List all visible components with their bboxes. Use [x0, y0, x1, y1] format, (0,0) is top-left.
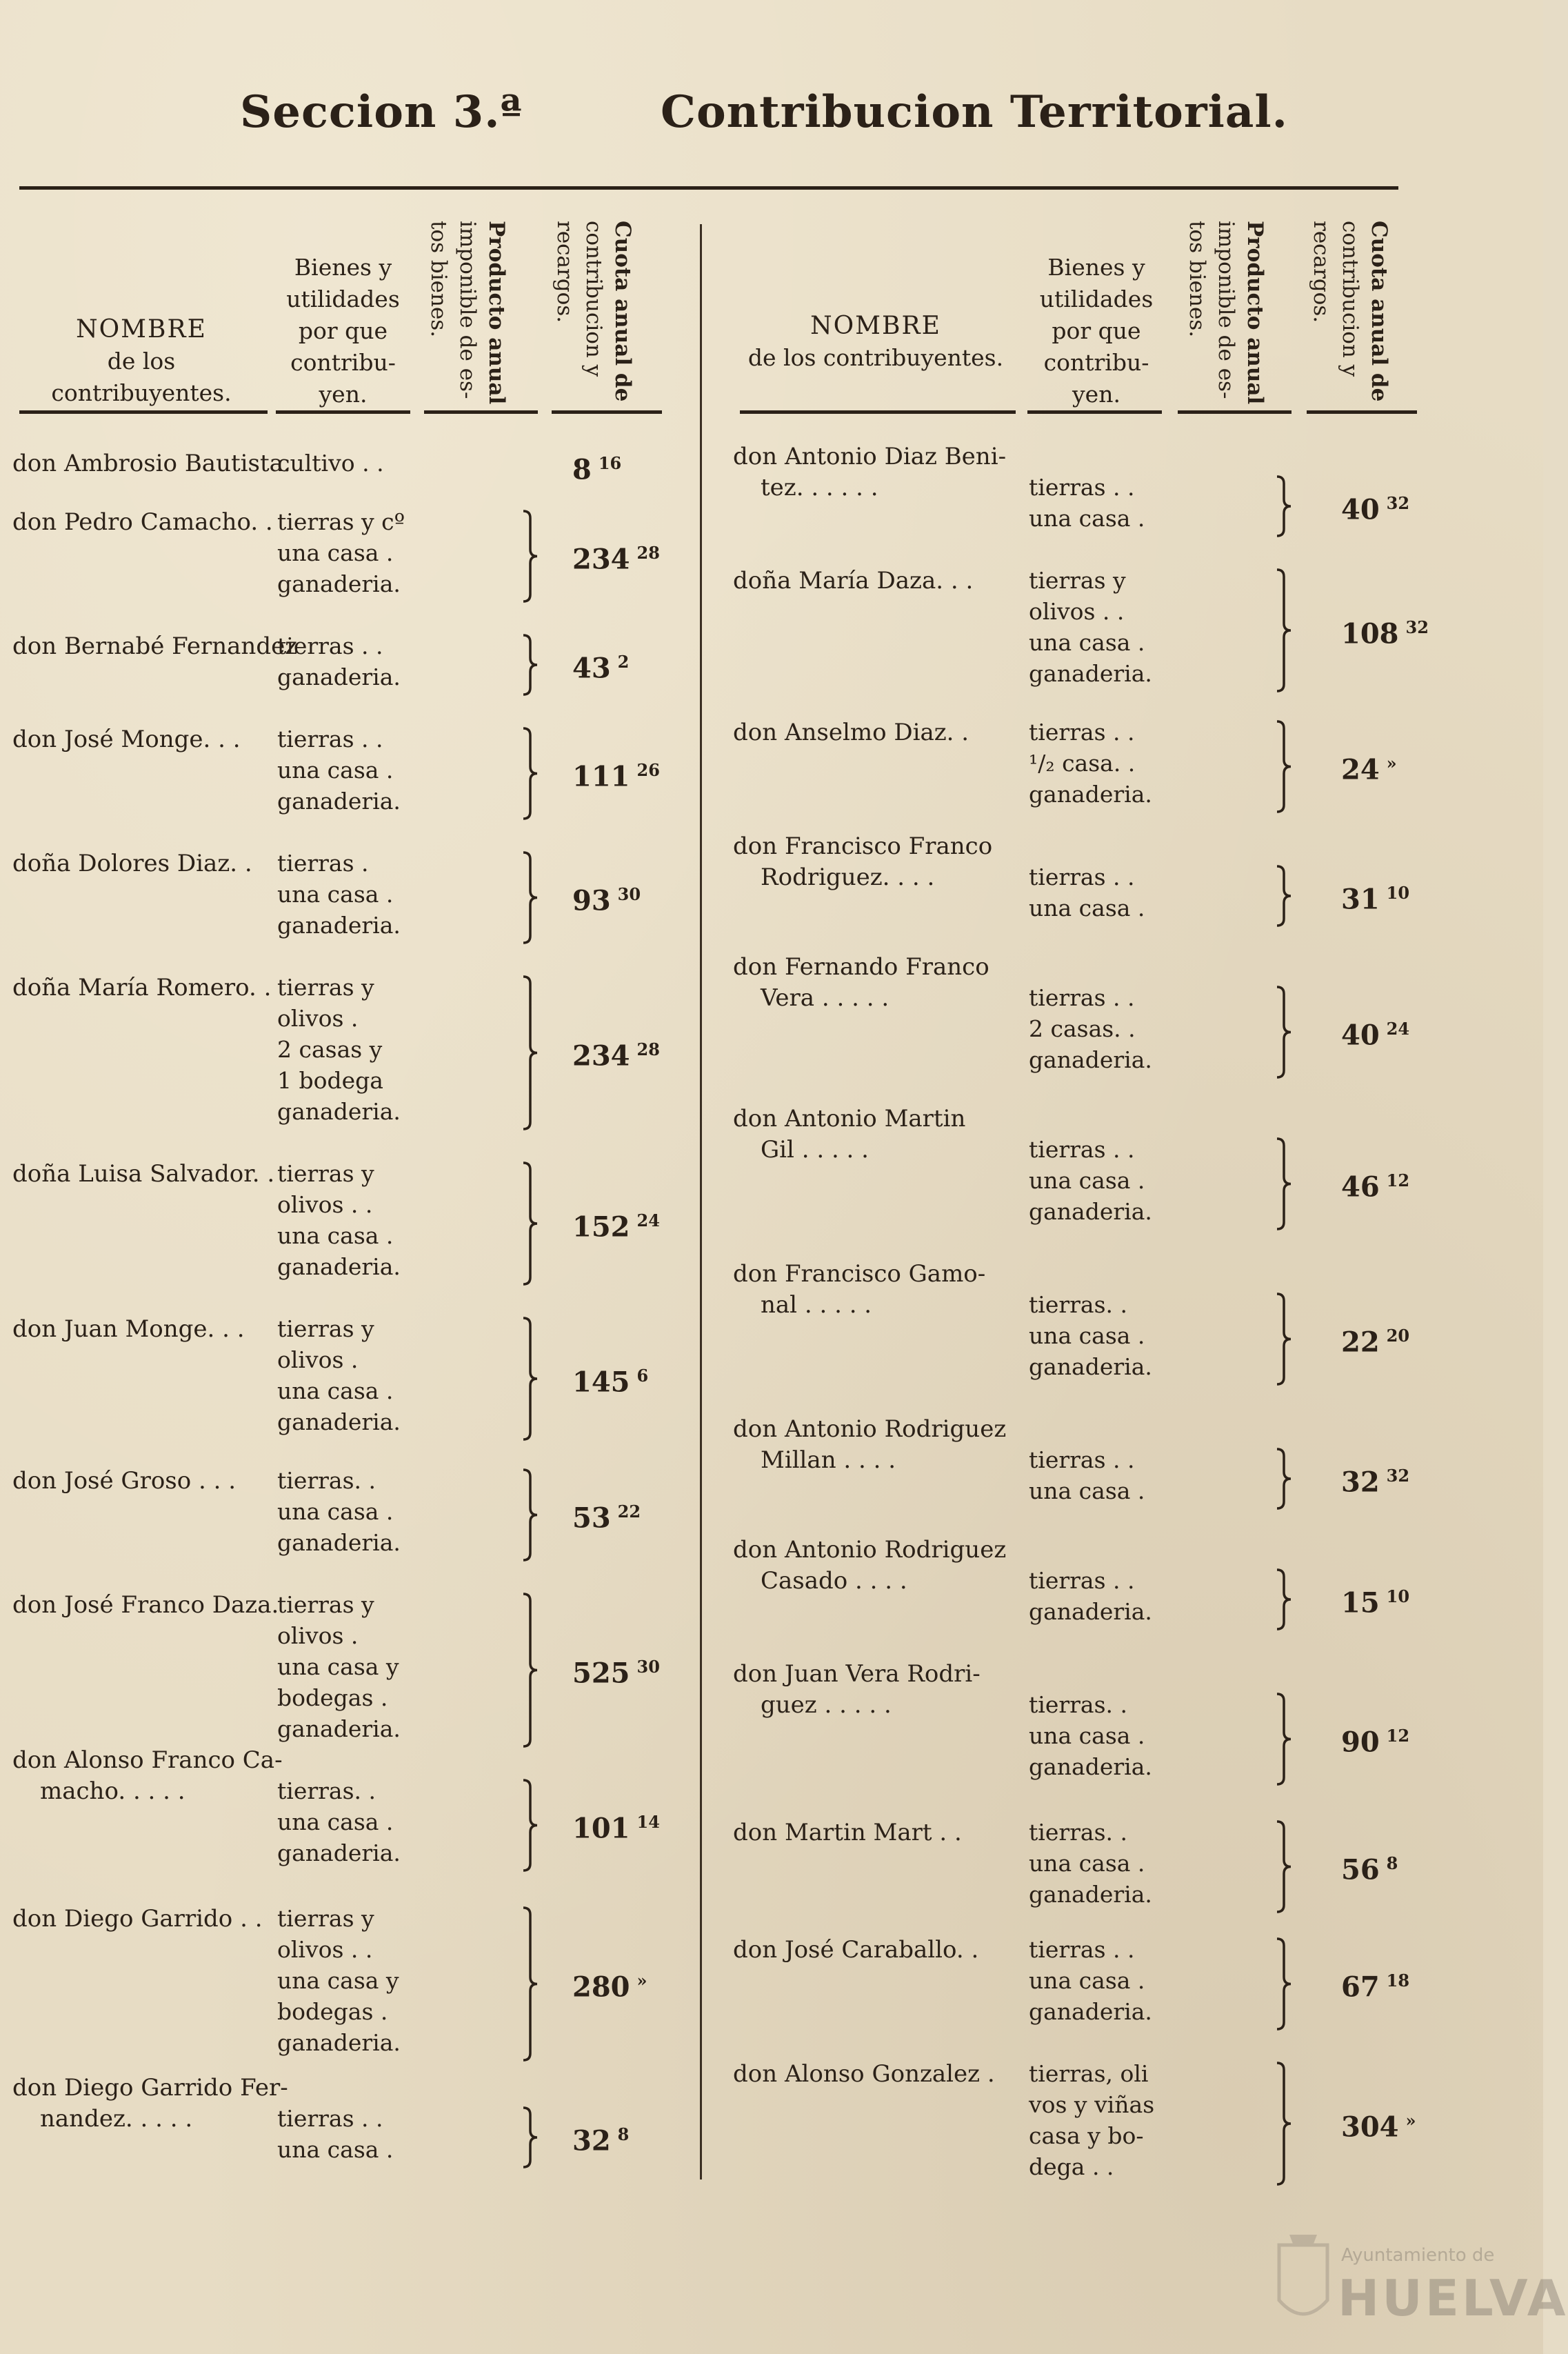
- property-item: ganaderia.: [277, 912, 401, 939]
- quota-fraction: 6: [636, 1365, 649, 1386]
- left-header-rule: [552, 410, 662, 414]
- property-item: tierras y: [1029, 567, 1126, 594]
- producto-header-line: Producto anual: [1243, 221, 1267, 405]
- brace-icon: [521, 2106, 541, 2168]
- quota-fraction: 26: [636, 760, 660, 780]
- property-item: olivos .: [277, 1005, 359, 1032]
- quota-fraction: 18: [1386, 1971, 1410, 1991]
- brace-icon: [1274, 568, 1295, 692]
- property-item: tierras . .: [1029, 1567, 1135, 1594]
- brace-icon: [1274, 1937, 1295, 2031]
- quota-amount: 280: [572, 1971, 630, 2004]
- quota-fraction: 32: [1386, 492, 1410, 513]
- quota-fraction: 8: [1386, 1853, 1398, 1873]
- property-item: 2 casas y: [277, 1036, 383, 1063]
- quota-fraction: 10: [1386, 1586, 1410, 1606]
- contributor-name: don Antonio Rodriguez: [733, 1415, 1007, 1443]
- property-item: ganaderia.: [277, 1408, 401, 1435]
- quota-amount: 152: [572, 1210, 630, 1243]
- property-item: bodegas .: [277, 1684, 388, 1711]
- cuota-header-line: contribucion y: [1338, 221, 1363, 377]
- annual-quota: [572, 1652, 660, 1688]
- brace-icon: [1274, 720, 1295, 813]
- column-divider: [700, 224, 702, 2180]
- quota-amount: 22: [1341, 1326, 1380, 1359]
- quota-amount: 46: [1341, 1170, 1380, 1204]
- property-item: tierras y: [277, 1591, 374, 1618]
- property-item: ganaderia.: [277, 788, 401, 815]
- property-item: ganaderia.: [1029, 1881, 1152, 1908]
- annual-quota: [1341, 488, 1409, 525]
- brace-icon: [1274, 1693, 1295, 1786]
- contributor-name: don Juan Vera Rodri-: [733, 1660, 981, 1688]
- bienes-header-line: utilidades: [286, 286, 400, 312]
- property-item: tierras . .: [277, 632, 383, 659]
- brace-icon: [1274, 1137, 1295, 1230]
- quota-fraction: 24: [636, 1210, 660, 1230]
- property-item: una casa .: [1029, 1167, 1145, 1194]
- contributor-name: don Francisco Franco: [733, 832, 993, 860]
- left-header-rule: [19, 410, 268, 414]
- annual-quota: [1341, 1582, 1409, 1618]
- annual-quota: [1341, 1321, 1409, 1357]
- annual-quota: [1341, 748, 1397, 785]
- contributor-name: don Antonio Diaz Beni-: [733, 443, 1007, 470]
- left-header-rule: [424, 410, 538, 414]
- contributor-name: don José Groso . . .: [12, 1467, 237, 1495]
- huelva-watermark: [1252, 2217, 1568, 2342]
- contributor-name: don Juan Monge. . .: [12, 1315, 245, 1343]
- property-item: tierras .: [277, 850, 369, 877]
- right-header-rule: [740, 410, 1016, 414]
- property-item: ganaderia.: [277, 1529, 401, 1556]
- brace-icon: [1274, 1448, 1295, 1510]
- brace-icon: [1274, 1820, 1295, 1913]
- quota-amount: 234: [572, 543, 630, 576]
- brace-icon: [521, 1779, 541, 1872]
- property-item: olivos .: [277, 1622, 359, 1649]
- cuota-header-line: Cuota anual de: [1367, 221, 1391, 402]
- brace-icon: [1274, 2062, 1295, 2186]
- brace-icon: [521, 510, 541, 603]
- contributor-name: don José Caraballo. .: [733, 1936, 979, 1964]
- left-producto-header: [424, 221, 511, 414]
- quota-fraction: 10: [1386, 882, 1410, 903]
- left-header-rule: [276, 410, 410, 414]
- contributor-name: doña María Romero. .: [12, 974, 272, 1001]
- property-item: tierras y: [277, 1905, 374, 1932]
- property-item: una casa .: [1029, 1967, 1145, 1994]
- property-item: olivos .: [277, 1346, 359, 1373]
- quota-amount: 53: [572, 1502, 611, 1535]
- right-header-rule: [1307, 410, 1417, 414]
- brace-icon: [1274, 865, 1295, 927]
- bienes-header-line: contribu-: [1043, 349, 1149, 376]
- property-item: ganaderia.: [277, 1839, 401, 1866]
- contributor-name: Millan . . . .: [761, 1446, 896, 1474]
- quota-amount: 8: [572, 453, 592, 486]
- property-item: ganaderia.: [1029, 1598, 1152, 1625]
- contributor-name: Gil . . . . .: [761, 1136, 869, 1164]
- contributor-name: don Martin Mart . .: [733, 1819, 962, 1846]
- property-item: casa y bo-: [1029, 2122, 1144, 2149]
- property-item: ganaderia.: [277, 2029, 401, 2056]
- contributor-name: don Fernando Franco: [733, 953, 989, 981]
- contributor-name: don Antonio Martin: [733, 1105, 966, 1133]
- property-item: dega . .: [1029, 2153, 1114, 2180]
- property-item: cultivo . .: [277, 450, 384, 477]
- property-item: tierras y: [277, 1315, 374, 1342]
- annual-quota: [572, 1035, 660, 1071]
- property-item: una casa .: [277, 2136, 394, 2163]
- cuota-header-line: Cuota anual de: [610, 221, 635, 402]
- annual-quota: [1341, 878, 1409, 915]
- quota-fraction: 30: [636, 1657, 660, 1677]
- annual-quota: [572, 2119, 629, 2156]
- brace-icon: [521, 1468, 541, 1562]
- contributor-name: guez . . . . .: [761, 1691, 892, 1719]
- property-item: 2 casas. .: [1029, 1015, 1136, 1042]
- property-item: tierras . .: [1029, 1446, 1135, 1473]
- contributor-name: Rodriguez. . . .: [761, 864, 935, 891]
- property-item: tierras. .: [1029, 1691, 1127, 1718]
- quota-fraction: 24: [1386, 1019, 1410, 1039]
- contributor-name: nandez. . . . .: [40, 2105, 193, 2133]
- page-title: Contribucion Territorial.: [661, 86, 1288, 138]
- annual-quota: [572, 1361, 648, 1397]
- property-item: una casa .: [1029, 505, 1145, 532]
- property-item: una casa .: [277, 1377, 394, 1404]
- quota-fraction: 2: [617, 651, 630, 672]
- quota-amount: 40: [1341, 492, 1380, 526]
- quota-amount: 31: [1341, 882, 1380, 915]
- quota-amount: 93: [572, 884, 611, 917]
- contributor-name: don Bernabé Fernandez: [12, 632, 298, 660]
- property-item: tierras . .: [1029, 1136, 1135, 1163]
- contributor-name: Casado . . . .: [761, 1567, 907, 1595]
- quota-amount: 90: [1341, 1726, 1380, 1759]
- property-item: tierras. .: [1029, 1819, 1127, 1846]
- brace-icon: [521, 634, 541, 696]
- quota-fraction: »: [1405, 2110, 1416, 2131]
- property-item: tierras . .: [1029, 864, 1135, 890]
- property-item: ganaderia.: [1029, 1046, 1152, 1073]
- property-item: una casa .: [277, 1222, 394, 1249]
- property-item: vos y viñas: [1029, 2091, 1155, 2118]
- property-item: ganaderia.: [1029, 1998, 1152, 2025]
- property-item: ganaderia.: [277, 1253, 401, 1280]
- left-cuota-header: [550, 221, 637, 414]
- annual-quota: [1341, 1166, 1409, 1202]
- property-item: una casa .: [1029, 629, 1145, 656]
- annual-quota: [1341, 1461, 1409, 1497]
- producto-header-line: imponible de es-: [455, 221, 480, 399]
- quota-amount: 43: [572, 651, 611, 684]
- quota-amount: 234: [572, 1039, 630, 1073]
- bienes-header-line: por que: [1052, 317, 1141, 344]
- annual-quota: [572, 448, 621, 485]
- producto-header-line: tos bienes.: [426, 221, 451, 338]
- property-item: ganaderia.: [277, 570, 401, 597]
- property-item: tierras. .: [277, 1777, 376, 1804]
- contributor-name: don José Franco Daza.: [12, 1591, 279, 1619]
- annual-quota: [572, 1807, 660, 1844]
- top-rule: [19, 186, 1398, 190]
- contributor-name: doña Luisa Salvador. .: [12, 1160, 275, 1188]
- annual-quota: [1341, 1848, 1398, 1885]
- contributor-name: don Diego Garrido . .: [12, 1905, 263, 1933]
- property-item: olivos . .: [277, 1936, 373, 1963]
- property-item: olivos . .: [1029, 598, 1125, 625]
- contributor-name: don José Monge. . .: [12, 726, 241, 753]
- quota-fraction: 8: [617, 2124, 630, 2144]
- property-item: una casa y: [277, 1967, 399, 1994]
- quota-fraction: 16: [598, 453, 622, 473]
- watermark-big-text: HUELVA: [1338, 2269, 1568, 2327]
- annual-quota: [572, 755, 660, 792]
- right-header-rule: [1027, 410, 1162, 414]
- quota-amount: 15: [1341, 1586, 1380, 1619]
- property-item: tierras y: [277, 974, 374, 1001]
- right-producto-header: [1183, 221, 1269, 414]
- bienes-header-line: yen.: [319, 381, 368, 408]
- contributor-name: doña Dolores Diaz. .: [12, 850, 252, 877]
- cuota-header-line: recargos.: [552, 221, 577, 323]
- quota-amount: 304: [1341, 2110, 1399, 2143]
- contributor-name: macho. . . . .: [40, 1777, 185, 1805]
- producto-header-line: Producto anual: [484, 221, 509, 405]
- name-header-title: NOMBRE: [76, 315, 207, 343]
- quota-amount: 67: [1341, 1971, 1380, 2004]
- contributor-name: tez. . . . . .: [761, 474, 878, 501]
- annual-quota: [1341, 612, 1429, 649]
- name-header-sub: de los contribuyentes.: [51, 348, 232, 406]
- property-item: una casa .: [1029, 1322, 1145, 1349]
- brace-icon: [521, 727, 541, 820]
- property-item: ganaderia.: [277, 664, 401, 690]
- property-item: tierras . .: [1029, 984, 1135, 1011]
- property-item: una casa .: [1029, 895, 1145, 921]
- annual-quota: [572, 1497, 641, 1533]
- annual-quota: [572, 879, 641, 916]
- contributor-name: nal . . . . .: [761, 1291, 872, 1319]
- quota-fraction: »: [636, 1971, 647, 1991]
- property-item: una casa .: [277, 881, 394, 908]
- cuota-header-line: recargos.: [1309, 221, 1334, 323]
- quota-fraction: 12: [1386, 1170, 1410, 1190]
- property-item: una casa .: [277, 757, 394, 784]
- property-item: ganaderia.: [277, 1098, 401, 1125]
- quota-amount: 32: [1341, 1465, 1380, 1498]
- section-heading: Seccion 3.ª: [240, 86, 523, 138]
- contributor-name: don Ambrosio Bautista.: [12, 450, 291, 477]
- quota-amount: 56: [1341, 1853, 1380, 1886]
- right-header-rule: [1178, 410, 1291, 414]
- cuota-header-line: contribucion y: [581, 221, 606, 377]
- contributor-name: don Francisco Gamo-: [733, 1260, 986, 1288]
- property-item: ¹/₂ casa. .: [1029, 750, 1136, 777]
- property-item: tierras y: [277, 1160, 374, 1187]
- contributor-name: don Anselmo Diaz. .: [733, 719, 969, 746]
- property-item: tierras y cº: [277, 508, 405, 535]
- quota-amount: 111: [572, 760, 630, 793]
- annual-quota: [572, 538, 660, 575]
- annual-quota: [1341, 2106, 1416, 2142]
- name-header-sub: de los contribuyentes.: [747, 344, 1004, 371]
- quota-amount: 108: [1341, 617, 1399, 650]
- property-item: una casa .: [277, 1808, 394, 1835]
- property-item: tierras. .: [277, 1467, 376, 1494]
- watermark-small-text: Ayuntamiento de: [1341, 2245, 1495, 2266]
- property-item: una casa y: [277, 1653, 399, 1680]
- annual-quota: [1341, 1014, 1409, 1050]
- property-item: tierras . .: [1029, 1936, 1135, 1963]
- property-item: tierras . .: [277, 2105, 383, 2132]
- right-cuota-header: [1307, 221, 1394, 414]
- right-bienes-header: [1027, 252, 1165, 410]
- property-item: ganaderia.: [1029, 1753, 1152, 1780]
- quota-amount: 145: [572, 1365, 630, 1398]
- brace-icon: [521, 1906, 541, 2062]
- brace-icon: [521, 1161, 541, 1286]
- contributor-name: don Diego Garrido Fer-: [12, 2074, 288, 2102]
- quota-fraction: 28: [636, 543, 660, 563]
- quota-fraction: 22: [617, 1502, 641, 1522]
- quota-fraction: 28: [636, 1039, 660, 1059]
- property-item: ganaderia.: [277, 1715, 401, 1742]
- brace-icon: [1274, 475, 1295, 537]
- brace-icon: [521, 851, 541, 944]
- contributor-name: don Antonio Rodriguez: [733, 1536, 1007, 1564]
- property-item: tierras . .: [277, 726, 383, 752]
- bienes-header-line: por que: [298, 317, 388, 344]
- property-item: ganaderia.: [1029, 660, 1152, 687]
- property-item: una casa .: [1029, 1722, 1145, 1749]
- bienes-header-line: Bienes y: [1047, 254, 1145, 281]
- brace-icon: [521, 1317, 541, 1441]
- annual-quota: [1341, 1721, 1409, 1757]
- bienes-header-line: utilidades: [1039, 286, 1154, 312]
- quota-fraction: 32: [1386, 1465, 1410, 1486]
- property-item: 1 bodega: [277, 1067, 383, 1094]
- property-item: una casa .: [1029, 1477, 1145, 1504]
- property-item: ganaderia.: [1029, 1198, 1152, 1225]
- property-item: ganaderia.: [1029, 1353, 1152, 1380]
- property-item: ganaderia.: [1029, 781, 1152, 808]
- bienes-header-line: contribu-: [290, 349, 396, 376]
- quota-fraction: 20: [1386, 1326, 1410, 1346]
- bienes-header-line: yen.: [1072, 381, 1120, 408]
- quota-fraction: »: [1386, 753, 1397, 773]
- quota-amount: 32: [572, 2124, 611, 2157]
- annual-quota: [572, 1206, 660, 1242]
- property-item: una casa .: [277, 1498, 394, 1525]
- contributor-name: doña María Daza. . .: [733, 567, 974, 595]
- left-bienes-header: [276, 252, 410, 410]
- brace-icon: [1274, 1293, 1295, 1386]
- brace-icon: [1274, 986, 1295, 1079]
- property-item: tierras, oli: [1029, 2060, 1149, 2087]
- left-name-header: [14, 314, 269, 409]
- quota-amount: 40: [1341, 1019, 1380, 1052]
- property-item: olivos . .: [277, 1191, 373, 1218]
- property-item: tierras . .: [1029, 719, 1135, 746]
- producto-header-line: imponible de es-: [1214, 221, 1238, 399]
- producto-header-line: tos bienes.: [1185, 221, 1209, 338]
- quota-fraction: 12: [1386, 1726, 1410, 1746]
- property-item: una casa .: [277, 539, 394, 566]
- annual-quota: [1341, 1966, 1409, 2002]
- quota-amount: 525: [572, 1657, 630, 1690]
- bienes-header-line: Bienes y: [294, 254, 392, 281]
- property-item: bodegas .: [277, 1998, 388, 2025]
- annual-quota: [572, 647, 629, 684]
- brace-icon: [1274, 1568, 1295, 1630]
- contributor-name: don Alonso Gonzalez .: [733, 2060, 995, 2088]
- quota-amount: 24: [1341, 753, 1380, 786]
- name-header-title: NOMBRE: [810, 312, 941, 340]
- brace-icon: [521, 975, 541, 1130]
- contributor-name: Vera . . . . .: [761, 984, 889, 1012]
- property-item: tierras . .: [1029, 474, 1135, 501]
- right-name-header: [738, 310, 1014, 374]
- quota-fraction: 14: [636, 1812, 660, 1832]
- quota-amount: 101: [572, 1812, 630, 1845]
- property-item: una casa .: [1029, 1850, 1145, 1877]
- contributor-name: don Pedro Camacho. .: [12, 508, 273, 536]
- property-item: tierras. .: [1029, 1291, 1127, 1318]
- contributor-name: don Alonso Franco Ca-: [12, 1746, 283, 1774]
- annual-quota: [572, 1966, 647, 2002]
- brace-icon: [521, 1593, 541, 1748]
- quota-fraction: 32: [1405, 617, 1429, 637]
- quota-fraction: 30: [617, 884, 641, 904]
